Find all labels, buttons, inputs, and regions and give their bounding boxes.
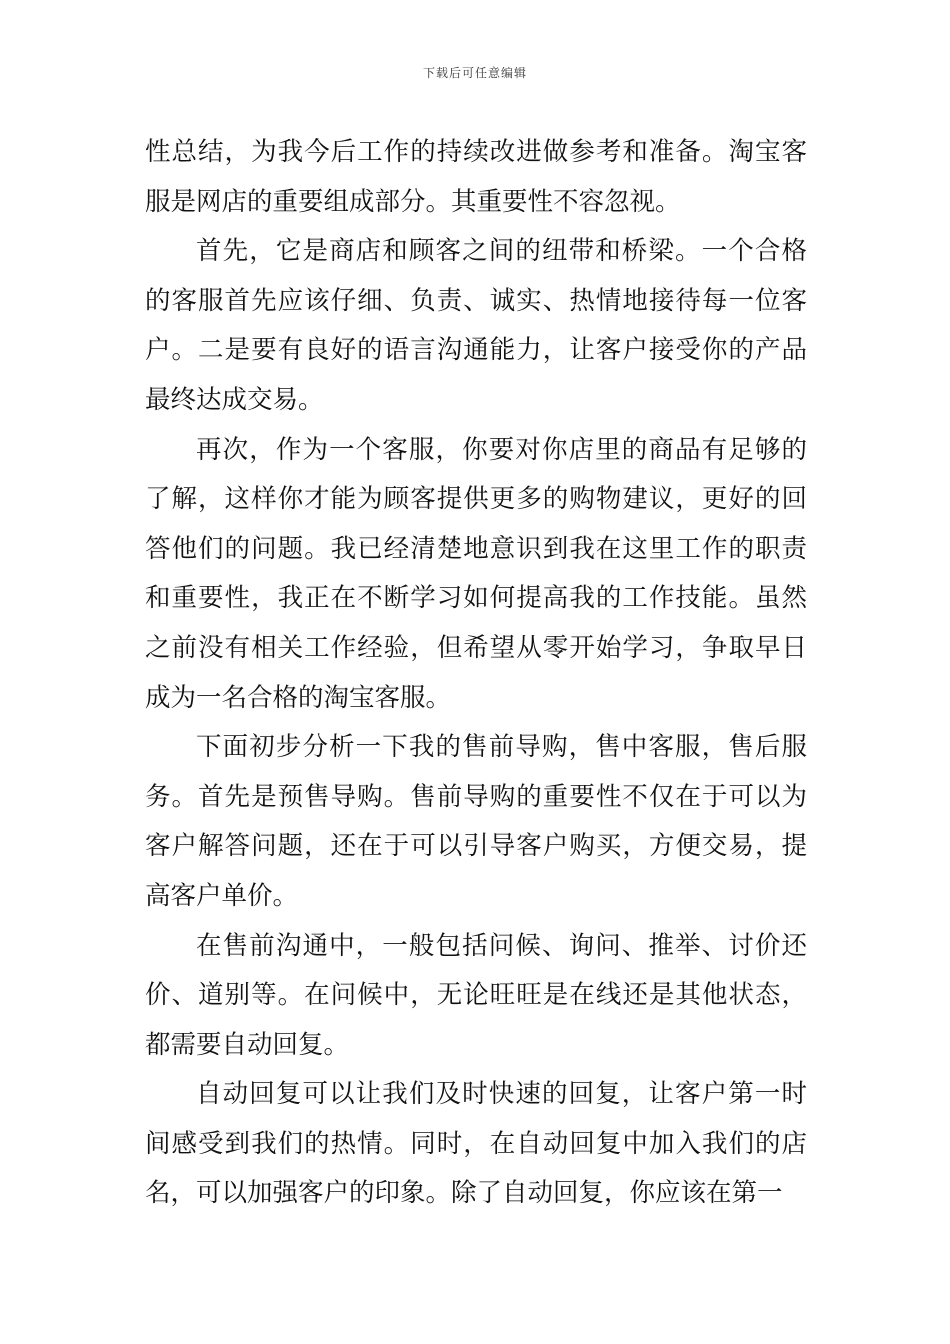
page-header: 下载后可任意编辑 <box>422 66 527 80</box>
paragraph-6: 自动回复可以让我们及时快速的回复，让客户第一时间感受到我们的热情。同时，在自动回复中加入我们的店名，可以加强客户的印象。除了自动回复，你应该在第一 <box>145 1079 807 1209</box>
paragraph-1: 性总结，为我今后工作的持续改进做参考和准备。淘宝客服是网店的重要组成部分。其重要性不容忽视。 <box>145 137 807 217</box>
paragraph-2: 首先，它是商店和顾客之间的纽带和桥梁。一个合格的客服首先应该仔细、负责、诚实、热情地接待每一位客户。二是要有良好的语言沟通能力，让客户接受你的产品最终达成交易。 <box>145 236 807 415</box>
document-body <box>145 128 807 1219</box>
paragraph-5: 在售前沟通中，一般包括问候、询问、推举、讨价还价、道别等。在问候中，无论旺旺是在线还是其他状态，都需要自动回复。 <box>145 930 807 1060</box>
paragraph-3: 再次，作为一个客服，你要对你店里的商品有足够的了解，这样你才能为顾客提供更多的购物建议，更好的回答他们的问题。我已经清楚地意识到我在这里工作的职责和重要性，我正在不断学习如何提高我的工作技能。虽然之前没有相关工作经验，但希望从零开始学习，争取早日成为一名合格的淘宝客服。 <box>145 434 807 713</box>
paragraph-4: 下面初步分析一下我的售前导购，售中客服，售后服务。首先是预售导购。售前导购的重要性不仅在于可以为客户解答问题，还在于可以引导客户购买，方便交易，提高客户单价。 <box>145 732 807 911</box>
